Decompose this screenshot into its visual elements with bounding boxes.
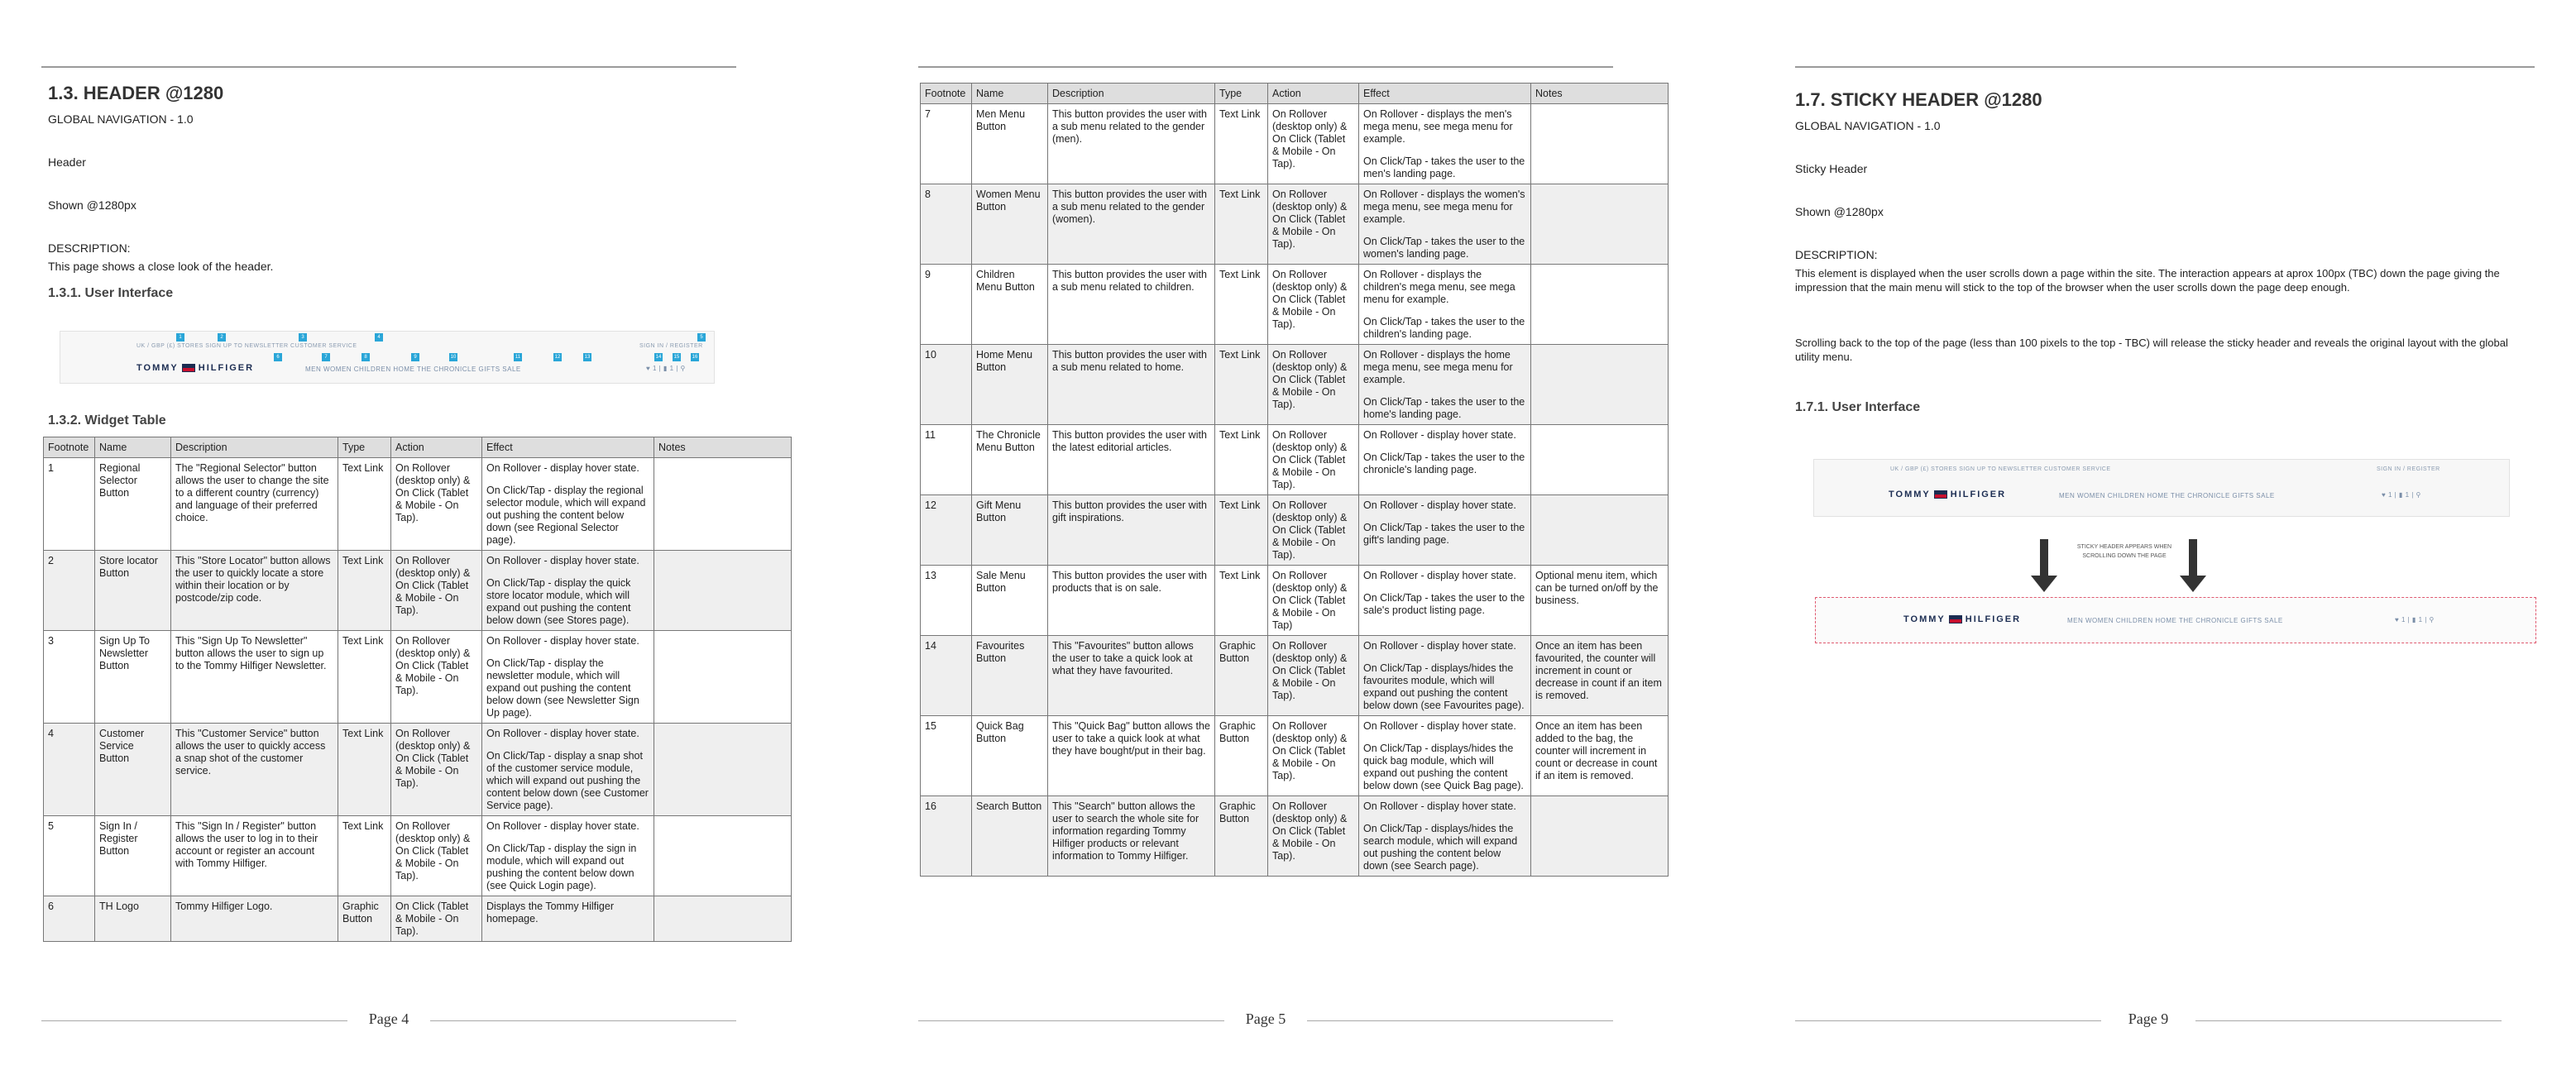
th-logo — [1889, 490, 2006, 499]
type-cell: Graphic Button — [1215, 796, 1268, 877]
table-row — [44, 631, 792, 724]
type-cell: Text Link — [338, 631, 391, 724]
main-nav: MEN WOMEN CHILDREN HOME THE CHRONICLE GIFTS SALE — [305, 366, 521, 373]
sign-in-link: SIGN IN / REGISTER — [2377, 466, 2440, 472]
logo-text-left: TOMMY — [1889, 490, 1931, 499]
type-cell: Text Link — [1215, 495, 1268, 566]
effect-cell — [1359, 184, 1531, 265]
flag-icon — [1949, 615, 1962, 624]
header-mockup — [60, 331, 715, 384]
action-cell: On Rollover (desktop only) & On Click (Tablet & Mobile - On Tap). — [391, 724, 482, 816]
col-footnote: Footnote — [921, 84, 972, 104]
widget-table-heading: 1.3.2. Widget Table — [48, 413, 166, 428]
description-cell: The "Regional Selector" button allows the user to change the site to a different country (currency) and language of their preferred choice. — [171, 458, 338, 551]
marker-5: 5 — [697, 333, 706, 342]
effect-cell — [482, 724, 654, 816]
effect-line: On Rollover - display hover state. — [1363, 499, 1516, 511]
effect-line: On Click/Tap - takes the user to the home's landing page. — [1363, 396, 1525, 420]
footnote-cell: 16 — [921, 796, 972, 877]
effect-cell — [1359, 425, 1531, 495]
type-cell: Text Link — [1215, 425, 1268, 495]
page-footer — [1795, 1007, 2502, 1035]
logo-text-right: HILFIGER — [1950, 490, 2007, 499]
col-action: Action — [391, 437, 482, 458]
table-row — [44, 896, 792, 942]
table-row — [921, 566, 1669, 636]
description-cell: This button provides the user with gift inspirations. — [1048, 495, 1215, 566]
description-cell: This button provides the user with products that is on sale. — [1048, 566, 1215, 636]
notes-cell — [1531, 104, 1669, 184]
description-cell: This "Sign In / Register" button allows the user to log in to their account or register an account with Tommy Hilfiger. — [171, 816, 338, 896]
sticky-header-mockup — [1815, 597, 2536, 643]
action-cell: On Rollover (desktop only) & On Click (Tablet & Mobile - On Tap). — [1268, 636, 1359, 716]
description-cell: This "Sign Up To Newsletter" button allows the user to sign up to the Tommy Hilfiger Newsletter. — [171, 631, 338, 724]
footnote-cell: 6 — [44, 896, 95, 942]
action-cell: On Rollover (desktop only) & On Click (Tablet & Mobile - On Tap). — [391, 458, 482, 551]
col-type: Type — [1215, 84, 1268, 104]
marker-14: 14 — [655, 355, 662, 360]
shown-at-label: Shown @1280px — [1795, 205, 1884, 218]
utility-links: UK / GBP (£) STORES SIGN UP TO NEWSLETTER CUSTOMER SERVICE — [1890, 466, 2111, 472]
effect-cell — [482, 896, 654, 942]
page-number: Page 9 — [2128, 1010, 2169, 1027]
name-cell: Gift Menu Button — [972, 495, 1048, 566]
col-effect: Effect — [482, 437, 654, 458]
notes-cell — [654, 551, 792, 631]
table-row — [44, 458, 792, 551]
name-cell: Search Button — [972, 796, 1048, 877]
section-heading: 1.3. HEADER @1280 — [48, 83, 224, 103]
effect-line: On Rollover - display hover state. — [1363, 570, 1516, 581]
main-nav: MEN WOMEN CHILDREN HOME THE CHRONICLE GIFTS SALE — [2067, 617, 2283, 624]
description-label: DESCRIPTION: — [48, 241, 131, 255]
sticky-note: STICKY HEADER APPEARS WHEN SCROLLING DOWN THE PAGE — [2076, 544, 2172, 559]
type-cell: Text Link — [1215, 345, 1268, 425]
footnote-cell: 1 — [44, 458, 95, 551]
effect-cell — [482, 631, 654, 724]
footnote-cell: 10 — [921, 345, 972, 425]
widget-table-page-4 — [43, 437, 792, 942]
action-cell: On Rollover (desktop only) & On Click (Tablet & Mobile - On Tap) — [1268, 566, 1359, 636]
logo-text-left: TOMMY — [136, 363, 179, 373]
effect-cell — [1359, 345, 1531, 425]
footnote-cell: 11 — [921, 425, 972, 495]
th-logo — [136, 363, 254, 373]
description-cell: This button provides the user with a sub menu related to children. — [1048, 265, 1215, 345]
top-rule — [41, 66, 736, 68]
effect-line: On Click/Tap - displays/hides the quick bag module, which will expand out pushing the content below down (see Quick Bag page). — [1363, 743, 1524, 791]
effect-cell — [1359, 265, 1531, 345]
down-arrow-right — [2189, 539, 2197, 577]
table-row — [921, 495, 1669, 566]
action-cell: On Rollover (desktop only) & On Click (Tablet & Mobile - On Tap). — [1268, 345, 1359, 425]
effect-line: On Rollover - display hover state. — [1363, 640, 1516, 652]
marker-16: 16 — [692, 355, 698, 360]
table-row — [921, 265, 1669, 345]
section-subtitle: GLOBAL NAVIGATION - 1.0 — [1795, 119, 1941, 132]
notes-cell — [1531, 265, 1669, 345]
description-cell: This "Favourites" button allows the user to take a quick look at what they have favourited. — [1048, 636, 1215, 716]
shown-at-label: Shown @1280px — [48, 198, 136, 212]
flag-icon — [1934, 490, 1947, 499]
effect-cell — [1359, 495, 1531, 566]
notes-cell — [1531, 184, 1669, 265]
name-cell: Women Menu Button — [972, 184, 1048, 265]
name-cell: Sign Up To Newsletter Button — [95, 631, 171, 724]
name-cell: Men Menu Button — [972, 104, 1048, 184]
effect-line: On Click/Tap - takes the user to the chronicle's landing page. — [1363, 452, 1525, 475]
utility-links: UK / GBP (£) STORES SIGN UP TO NEWSLETTER CUSTOMER SERVICE — [136, 343, 357, 349]
notes-cell — [654, 816, 792, 896]
notes-cell — [1531, 796, 1669, 877]
action-cell: On Rollover (desktop only) & On Click (Tablet & Mobile - On Tap). — [1268, 796, 1359, 877]
name-cell: Quick Bag Button — [972, 716, 1048, 796]
notes-cell — [654, 896, 792, 942]
marker-13: 13 — [584, 355, 591, 360]
table-row — [921, 345, 1669, 425]
col-description: Description — [1048, 84, 1215, 104]
ui-heading: 1.7.1. User Interface — [1795, 400, 1921, 414]
effect-line: Displays the Tommy Hilfiger homepage. — [486, 901, 614, 924]
top-rule — [918, 66, 1613, 68]
type-cell: Text Link — [1215, 265, 1268, 345]
description-text: This page shows a close look of the header. — [48, 260, 274, 273]
effect-line: On Rollover - displays the women's mega menu, see mega menu for example. — [1363, 189, 1525, 225]
marker-3: 3 — [299, 333, 307, 342]
notes-cell — [1531, 345, 1669, 425]
notes-cell: Once an item has been added to the bag, the counter will increment in count or decrease in count if an item is removed. — [1531, 716, 1669, 796]
description-cell: This "Customer Service" button allows the user to quickly access a snap shot of the customer service. — [171, 724, 338, 816]
name-cell: Children Menu Button — [972, 265, 1048, 345]
name-cell: Customer Service Button — [95, 724, 171, 816]
effect-line: On Click/Tap - display the quick store locator module, which will expand out pushing the content below down (see Stores page). — [486, 577, 631, 626]
effect-line: On Click/Tap - takes the user to the gift's landing page. — [1363, 522, 1525, 546]
name-cell: Store locator Button — [95, 551, 171, 631]
document-page-9 — [1754, 0, 2576, 1075]
logo-text-left: TOMMY — [1903, 614, 1946, 624]
footnote-cell: 3 — [44, 631, 95, 724]
description-cell: This button provides the user with a sub menu related to home. — [1048, 345, 1215, 425]
type-cell: Graphic Button — [1215, 716, 1268, 796]
marker-12: 12 — [554, 355, 561, 360]
marker-10: 10 — [450, 355, 457, 360]
down-arrow-left — [2040, 539, 2048, 577]
page-footer — [41, 1007, 736, 1035]
action-cell: On Rollover (desktop only) & On Click (Tablet & Mobile - On Tap). — [391, 631, 482, 724]
effect-line: On Click/Tap - display the newsletter module, which will expand out pushing the content below down (see Newsletter Sign Up page). — [486, 657, 639, 719]
action-cell: On Click (Tablet & Mobile - On Tap). — [391, 896, 482, 942]
notes-cell — [1531, 495, 1669, 566]
effect-cell — [1359, 636, 1531, 716]
table-header-row — [44, 437, 792, 458]
effect-line: On Click/Tap - takes the user to the sale's product listing page. — [1363, 592, 1525, 616]
name-cell: Sign In / Register Button — [95, 816, 171, 896]
main-nav: MEN WOMEN CHILDREN HOME THE CHRONICLE GIFTS SALE — [2059, 492, 2275, 499]
flag-icon — [182, 364, 195, 372]
footnote-cell: 7 — [921, 104, 972, 184]
utility-icons: ♥ 1 | ▮ 1 | ⚲ — [646, 365, 686, 372]
description-label: DESCRIPTION: — [1795, 248, 1878, 261]
col-footnote: Footnote — [44, 437, 95, 458]
description-cell: This "Store Locator" button allows the user to quickly locate a store within their location or by postcode/zip code. — [171, 551, 338, 631]
section-heading: 1.7. STICKY HEADER @1280 — [1795, 89, 2042, 110]
description-cell: This button provides the user with a sub menu related to the gender (men). — [1048, 104, 1215, 184]
footnote-cell: 5 — [44, 816, 95, 896]
table-row — [921, 104, 1669, 184]
description-cell: Tommy Hilfiger Logo. — [171, 896, 338, 942]
action-cell: On Rollover (desktop only) & On Click (Tablet & Mobile - On Tap). — [391, 816, 482, 896]
marker-1: 1 — [176, 333, 184, 342]
name-cell: TH Logo — [95, 896, 171, 942]
ui-heading: 1.3.1. User Interface — [48, 286, 174, 300]
table-row — [921, 636, 1669, 716]
effect-line: On Click/Tap - display the regional selector module, which will expand out pushing the content below down (see Regional Selector page). — [486, 485, 646, 546]
utility-icons: ♥ 1 | ▮ 1 | ⚲ — [2395, 616, 2435, 624]
document-page-5 — [877, 0, 1662, 1075]
effect-cell — [1359, 566, 1531, 636]
effect-line: On Rollover - display hover state. — [1363, 800, 1516, 812]
notes-cell: Optional menu item, which can be turned on/off by the business. — [1531, 566, 1669, 636]
description-cell: This "Search" button allows the user to search the whole site for information regarding Tommy Hilfiger products or relevant information to Tommy Hilfiger. — [1048, 796, 1215, 877]
effect-line: On Rollover - displays the men's mega menu, see mega menu for example. — [1363, 108, 1513, 145]
footnote-cell: 12 — [921, 495, 972, 566]
action-cell: On Rollover (desktop only) & On Click (Tablet & Mobile - On Tap). — [1268, 104, 1359, 184]
effect-cell — [482, 551, 654, 631]
col-action: Action — [1268, 84, 1359, 104]
top-rule — [1795, 66, 2535, 68]
marker-15: 15 — [673, 355, 680, 360]
action-cell: On Rollover (desktop only) & On Click (Tablet & Mobile - On Tap). — [1268, 184, 1359, 265]
name-cell: Favourites Button — [972, 636, 1048, 716]
effect-line: On Rollover - display hover state. — [486, 555, 639, 566]
effect-cell — [1359, 796, 1531, 877]
marker-9: 9 — [411, 353, 419, 361]
logo-text-right: HILFIGER — [198, 363, 255, 373]
name-cell: The Chronicle Menu Button — [972, 425, 1048, 495]
name-cell: Sale Menu Button — [972, 566, 1048, 636]
col-name: Name — [95, 437, 171, 458]
type-cell: Text Link — [338, 816, 391, 896]
type-cell: Text Link — [338, 724, 391, 816]
section-subtitle: GLOBAL NAVIGATION - 1.0 — [48, 112, 194, 126]
effect-cell — [1359, 716, 1531, 796]
footnote-cell: 14 — [921, 636, 972, 716]
description-text-1: This element is displayed when the user scrolls down a page within the site. The interaction appears at aprox 100px (TBC) down the page giving the impression that the main menu will stick to the top of the browser when the user scrolls down the page deep enough. — [1795, 267, 2500, 294]
table-header-row — [921, 84, 1669, 104]
element-label: Sticky Header — [1795, 162, 1868, 175]
table-row — [921, 796, 1669, 877]
col-type: Type — [338, 437, 391, 458]
action-cell: On Rollover (desktop only) & On Click (Tablet & Mobile - On Tap). — [1268, 265, 1359, 345]
type-cell: Text Link — [1215, 184, 1268, 265]
name-cell: Regional Selector Button — [95, 458, 171, 551]
th-logo — [1903, 614, 2021, 624]
table-row — [921, 184, 1669, 265]
effect-line: On Rollover - displays the home mega menu, see mega menu for example. — [1363, 349, 1513, 385]
effect-line: On Rollover - display hover state. — [486, 462, 639, 474]
marker-6: 6 — [274, 353, 282, 361]
type-cell: Text Link — [338, 458, 391, 551]
effect-line: On Click/Tap - takes the user to the men's landing page. — [1363, 155, 1525, 179]
effect-line: On Rollover - display hover state. — [1363, 720, 1516, 732]
marker-2: 2 — [218, 333, 226, 342]
type-cell: Graphic Button — [1215, 636, 1268, 716]
description-cell: This "Quick Bag" button allows the user to take a quick look at what they have bought/put in their bag. — [1048, 716, 1215, 796]
footnote-cell: 15 — [921, 716, 972, 796]
effect-line: On Click/Tap - displays/hides the favourites module, which will expand out pushing the content below down (see Favourites page). — [1363, 662, 1525, 711]
table-row — [44, 551, 792, 631]
description-text-2: Scrolling back to the top of the page (less than 100 pixels to the top - TBC) will release the sticky header and reveals the original layout with the global utility menu. — [1795, 337, 2508, 363]
notes-cell — [654, 631, 792, 724]
footnote-cell: 8 — [921, 184, 972, 265]
effect-cell — [482, 458, 654, 551]
col-effect: Effect — [1359, 84, 1531, 104]
page-footer — [918, 1007, 1613, 1035]
effect-line: On Click/Tap - display a snap shot of the customer service module, which will expand out pushing the content below down (see Customer Service page). — [486, 750, 649, 811]
notes-cell — [654, 724, 792, 816]
marker-7: 7 — [322, 353, 330, 361]
effect-line: On Rollover - displays the children's mega menu, see mega menu for example. — [1363, 269, 1515, 305]
sign-in-link: SIGN IN / REGISTER — [639, 343, 703, 349]
notes-cell — [1531, 425, 1669, 495]
page-number: Page 5 — [1245, 1010, 1286, 1027]
type-cell: Text Link — [338, 551, 391, 631]
effect-line: On Click/Tap - takes the user to the women's landing page. — [1363, 236, 1525, 260]
marker-4: 4 — [375, 333, 383, 342]
effect-cell — [1359, 104, 1531, 184]
effect-line: On Rollover - display hover state. — [486, 820, 639, 832]
name-cell: Home Menu Button — [972, 345, 1048, 425]
page-number: Page 4 — [368, 1010, 409, 1027]
effect-line: On Rollover - display hover state. — [486, 728, 639, 739]
effect-line: On Click/Tap - display the sign in module, which will expand out pushing the content below down (see Quick Login page). — [486, 843, 637, 891]
action-cell: On Rollover (desktop only) & On Click (Tablet & Mobile - On Tap). — [1268, 495, 1359, 566]
footnote-cell: 13 — [921, 566, 972, 636]
logo-text-right: HILFIGER — [1965, 614, 2022, 624]
table-row — [921, 425, 1669, 495]
table-row — [44, 816, 792, 896]
action-cell: On Rollover (desktop only) & On Click (Tablet & Mobile - On Tap). — [391, 551, 482, 631]
notes-cell — [654, 458, 792, 551]
col-description: Description — [171, 437, 338, 458]
effect-line: On Click/Tap - takes the user to the children's landing page. — [1363, 316, 1525, 340]
description-cell: This button provides the user with the latest editorial articles. — [1048, 425, 1215, 495]
notes-cell: Once an item has been favourited, the counter will increment in count or decrease in count if an item is removed. — [1531, 636, 1669, 716]
effect-cell — [482, 816, 654, 896]
effect-line: On Rollover - display hover state. — [1363, 429, 1516, 441]
action-cell: On Rollover (desktop only) & On Click (Tablet & Mobile - On Tap). — [1268, 425, 1359, 495]
col-name: Name — [972, 84, 1048, 104]
footnote-cell: 9 — [921, 265, 972, 345]
document-page-4 — [0, 0, 778, 1075]
type-cell: Graphic Button — [338, 896, 391, 942]
footnote-cell: 2 — [44, 551, 95, 631]
utility-icons: ♥ 1 | ▮ 1 | ⚲ — [2382, 491, 2421, 499]
effect-line: On Rollover - display hover state. — [486, 635, 639, 647]
description-cell: This button provides the user with a sub menu related to the gender (women). — [1048, 184, 1215, 265]
widget-table-page-5 — [920, 83, 1669, 877]
table-row — [44, 724, 792, 816]
col-notes: Notes — [654, 437, 792, 458]
col-notes: Notes — [1531, 84, 1669, 104]
effect-line: On Click/Tap - displays/hides the search module, which will expand out pushing the content below down (see Search page). — [1363, 823, 1518, 872]
type-cell: Text Link — [1215, 566, 1268, 636]
marker-11: 11 — [515, 355, 521, 360]
marker-8: 8 — [362, 353, 370, 361]
table-row — [921, 716, 1669, 796]
element-label: Header — [48, 155, 86, 169]
header-mockup-full — [1813, 459, 2510, 517]
action-cell: On Rollover (desktop only) & On Click (Tablet & Mobile - On Tap). — [1268, 716, 1359, 796]
footnote-cell: 4 — [44, 724, 95, 816]
type-cell: Text Link — [1215, 104, 1268, 184]
